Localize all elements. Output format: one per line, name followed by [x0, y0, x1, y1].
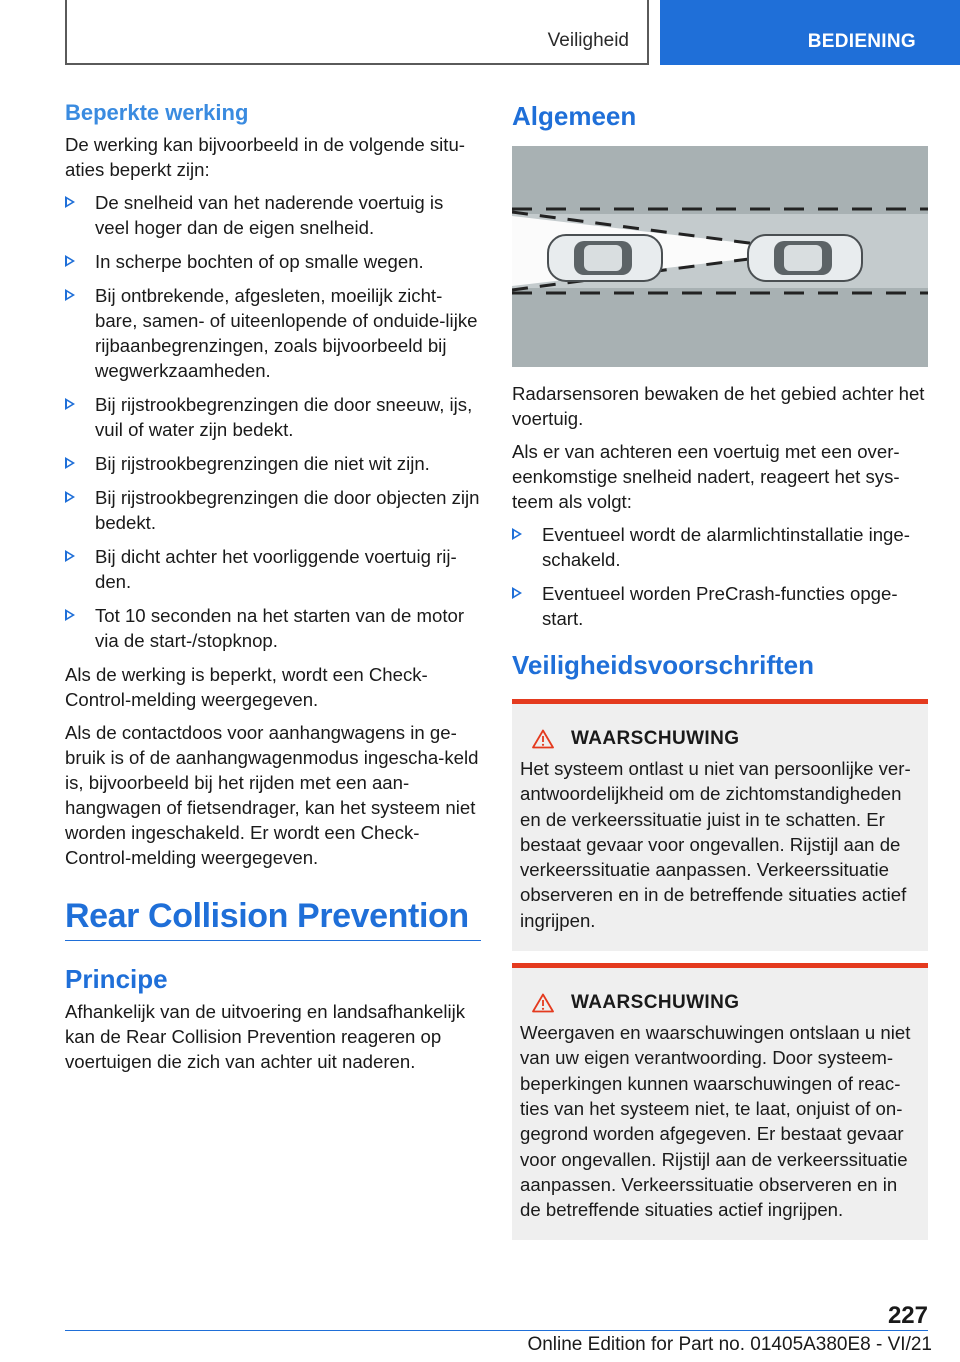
chapter-heading-wrap	[65, 896, 481, 941]
warning-title: WAARSCHUWING	[532, 992, 920, 1014]
triangle-bullet-icon	[65, 255, 75, 267]
page-number: 227	[887, 1302, 928, 1329]
header-section-box	[65, 0, 649, 65]
triangle-bullet-icon	[512, 528, 522, 540]
list-item: Eventueel wordt de alarmlichtinstallatie inge-schakeld.	[512, 522, 928, 572]
list-item: Bij dicht achter het voorliggende voertuig rij-den.	[65, 544, 481, 594]
warning-text: Het systeem ontlast u niet van persoonlijke ver-antwoordelijkheid om de zichtomstandigheden en de verkeerssituatie juist in te schatten. Er bestaat gevaar voor ongevallen. Rijstijl aan de verkeerssituatie aanpassen. Verkeerssituatie observeren en in de betreffende situaties actief ingrijpen.	[520, 758, 911, 931]
limitations-list	[65, 190, 481, 653]
list-item: Bij rijstrookbegrenzingen die door objecten zijn bedekt.	[65, 485, 481, 535]
header-section-title: Veiligheid	[547, 30, 629, 51]
heading-principe: Principe	[65, 964, 168, 994]
heading-veiligheidsvoorschriften: Veiligheidsvoorschriften	[512, 650, 814, 680]
header-chapter-tab	[660, 0, 960, 65]
heading-algemeen: Algemeen	[512, 101, 637, 131]
subhead-beperkte-werking: Beperkte werking	[65, 100, 249, 125]
warning-title: WAARSCHUWING	[532, 728, 920, 750]
road-cars-graphic	[512, 146, 928, 367]
warning-triangle-icon	[532, 729, 554, 749]
check-control-paragraph: Als de werking is beperkt, wordt een Check-Control-melding weergegeven.	[65, 664, 428, 710]
list-item: Eventueel worden PreCrash-functies opge-start.	[512, 581, 928, 631]
list-item: Bij rijstrookbegrenzingen die niet wit zijn.	[65, 451, 481, 476]
triangle-bullet-icon	[512, 587, 522, 599]
radar-illustration	[512, 146, 928, 367]
principe-paragraph: Afhankelijk van de uitvoering en landsafhankelijk kan de Rear Collision Prevention reageren op voertuigen die zich van achter uit naderen.	[65, 1001, 466, 1072]
list-item: Bij ontbrekende, afgesleten, moeilijk zicht-bare, samen- of uiteenlopende of onduide-lijke rijbaanbegrenzingen, zoals bijvoorbeeld bij wegwerkzaamheden.	[65, 283, 481, 383]
chapter-heading: Rear Collision Prevention	[65, 897, 469, 935]
list-item: In scherpe bochten of op smalle wegen.	[65, 249, 481, 274]
reaction-paragraph: Als er van achteren een voertuig met een over-eenkomstige snelheid nadert, reageert het sys-teem als volgt:	[512, 441, 900, 512]
right-column	[512, 100, 928, 1252]
trailer-paragraph: Als de contactdoos voor aanhangwagens in ge-bruik is of de aanhangwagenmodus ingescha-keld is, bijvoorbeeld bij het rijden met een aan-hangwagen of fietsendrager, kan het systeem niet worden ingeschakeld. Er wordt een Check-Control-melding weergegeven.	[65, 722, 479, 868]
triangle-bullet-icon	[65, 457, 75, 469]
header-chapter-label: BEDIENING	[807, 31, 916, 52]
radar-paragraph: Radarsensoren bewaken de het gebied achter het voertuig.	[512, 383, 925, 429]
rear-car-icon	[548, 235, 662, 281]
warning-text: Weergaven en waarschuwingen ontslaan u niet van uw eigen verantwoording. Door systeem-beperkingen kunnen waarschuwingen of reac-ties van het systeem niet, te laat, onjuist of on-gegrond worden afgegeven. Er bestaat gevaar voor ongevallen. Rijstijl aan de verkeerssituatie aanpassen. Verkeerssituatie observeren en in de betreffende situaties actief ingrijpen.	[520, 1022, 911, 1221]
warning-triangle-icon	[532, 993, 554, 1013]
triangle-bullet-icon	[65, 196, 75, 208]
front-car-icon	[748, 235, 862, 281]
warning-box	[512, 963, 928, 1240]
footer-edition: Online Edition for Part no. 01405A380E8 - VI/21	[527, 1334, 932, 1355]
warning-box	[512, 699, 928, 951]
triangle-bullet-icon	[65, 491, 75, 503]
triangle-bullet-icon	[65, 609, 75, 621]
list-item: De snelheid van het naderende voertuig is veel hoger dan de eigen snelheid.	[65, 190, 481, 240]
reaction-list	[512, 522, 928, 631]
left-column	[65, 100, 481, 1082]
list-item: Bij rijstrookbegrenzingen die door sneeuw, ijs, vuil of water zijn bedekt.	[65, 392, 481, 442]
footer-divider	[65, 1330, 928, 1331]
triangle-bullet-icon	[65, 289, 75, 301]
intro-paragraph: De werking kan bijvoorbeeld in de volgende situ-aties beperkt zijn:	[65, 134, 466, 180]
list-item: Tot 10 seconden na het starten van de motor via de start-/stopknop.	[65, 603, 481, 653]
triangle-bullet-icon	[65, 398, 75, 410]
triangle-bullet-icon	[65, 550, 75, 562]
